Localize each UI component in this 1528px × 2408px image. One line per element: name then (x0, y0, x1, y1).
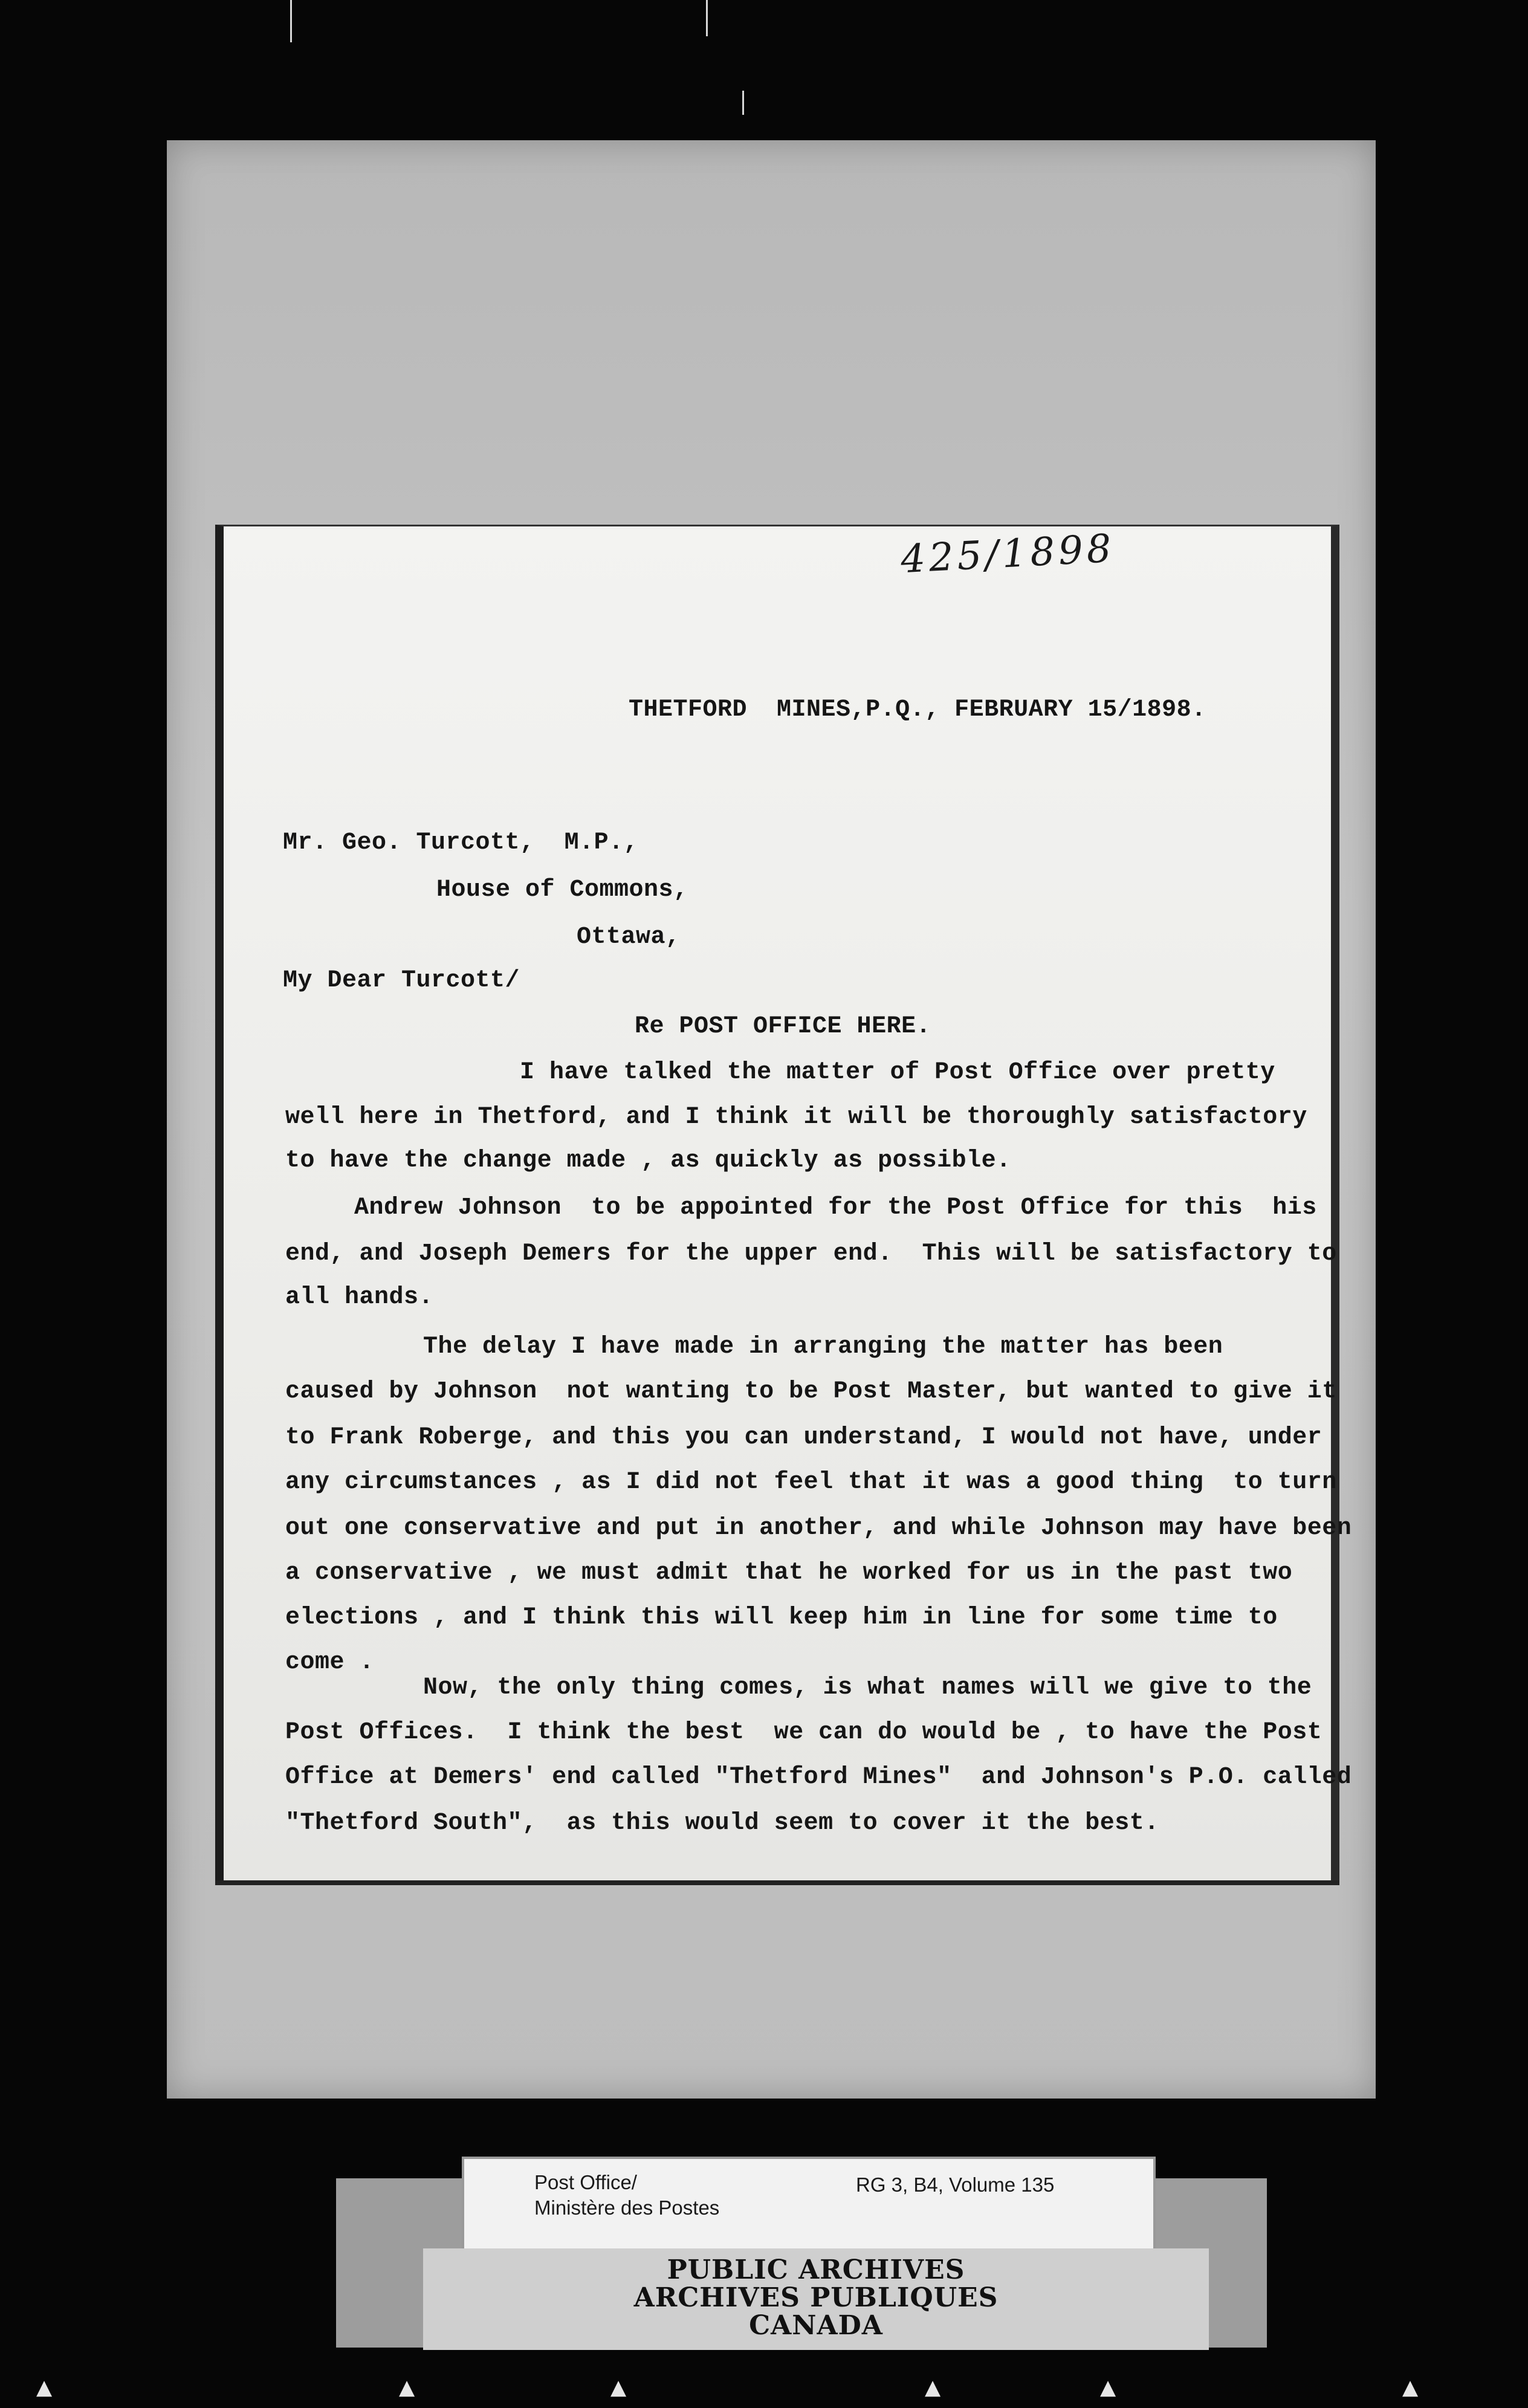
body-line: all hands. (285, 1284, 434, 1311)
film-perforation-mark: ▲ (36, 2375, 53, 2400)
addressee-city: Ottawa, (577, 924, 681, 951)
film-edge-mark (742, 91, 744, 115)
label-reference: RG 3, B4, Volume 135 (856, 2173, 1055, 2196)
body-line: I have talked the matter of Post Office over pretty (520, 1059, 1275, 1086)
body-line: The delay I have made in arranging the matter has been (423, 1333, 1223, 1361)
addressee-house: House of Commons, (436, 876, 688, 904)
film-perforation-mark: ▲ (1402, 2375, 1419, 2400)
dateline: THETFORD MINES,P.Q., FEBRUARY 15/1898. (629, 696, 1206, 723)
body-line: out one conservative and put in another, and while Johnson may have been (285, 1515, 1352, 1542)
body-line: caused by Johnson not wanting to be Post Master, but wanted to give it (285, 1378, 1337, 1405)
body-line: well here in Thetford, and I think it will be thoroughly satisfactory (285, 1104, 1307, 1131)
body-line: Andrew Johnson to be appointed for the Post Office for this his (354, 1194, 1317, 1222)
film-perforation-mark: ▲ (399, 2375, 415, 2400)
film-perforation-mark: ▲ (925, 2375, 941, 2400)
body-line: any circumstances , as I did not feel that it was a good thing to turn (285, 1469, 1337, 1496)
film-perforation-mark: ▲ (1100, 2375, 1116, 2400)
body-line: to have the change made , as quickly as possible. (285, 1147, 1011, 1174)
body-line: a conservative , we must admit that he worked for us in the past two (285, 1559, 1293, 1587)
archive-label-card (462, 2157, 1156, 2252)
label-department-en: Post Office/ (534, 2171, 637, 2193)
body-line: end, and Joseph Demers for the upper end. This will be satisfactory to (285, 1240, 1337, 1267)
addressee-name: Mr. Geo. Turcott, M.P., (283, 829, 639, 856)
body-line: Office at Demers' end called "Thetford Mines" and Johnson's P.O. called (285, 1764, 1352, 1791)
body-line: Post Offices. I think the best we can do would be , to have the Post (285, 1719, 1322, 1746)
film-perforation-mark: ▲ (610, 2375, 627, 2400)
label-department-fr: Ministère des Postes (534, 2196, 720, 2219)
film-edge-mark (290, 0, 292, 42)
body-line: Now, the only thing comes, is what names will we give to the (423, 1674, 1312, 1701)
body-line: elections , and I think this will keep him in line for some time to (285, 1604, 1278, 1631)
salutation: My Dear Turcott/ (283, 967, 520, 994)
film-edge-mark (706, 0, 708, 36)
stamp-line-country: CANADA (749, 2310, 883, 2341)
body-line: to Frank Roberge, and this you can understand, I would not have, under (285, 1424, 1322, 1451)
stamp-line-fr: ARCHIVES PUBLIQUES (633, 2282, 999, 2313)
stamp-line-en: PUBLIC ARCHIVES (667, 2254, 965, 2285)
archive-stamp (423, 2248, 1209, 2350)
body-line: come . (285, 1649, 375, 1676)
file-number-handwritten: 425/1898 (899, 526, 1116, 583)
subject-line: Re POST OFFICE HERE. (635, 1013, 931, 1040)
body-line: "Thetford South", as this would seem to cover it the best. (285, 1810, 1159, 1837)
